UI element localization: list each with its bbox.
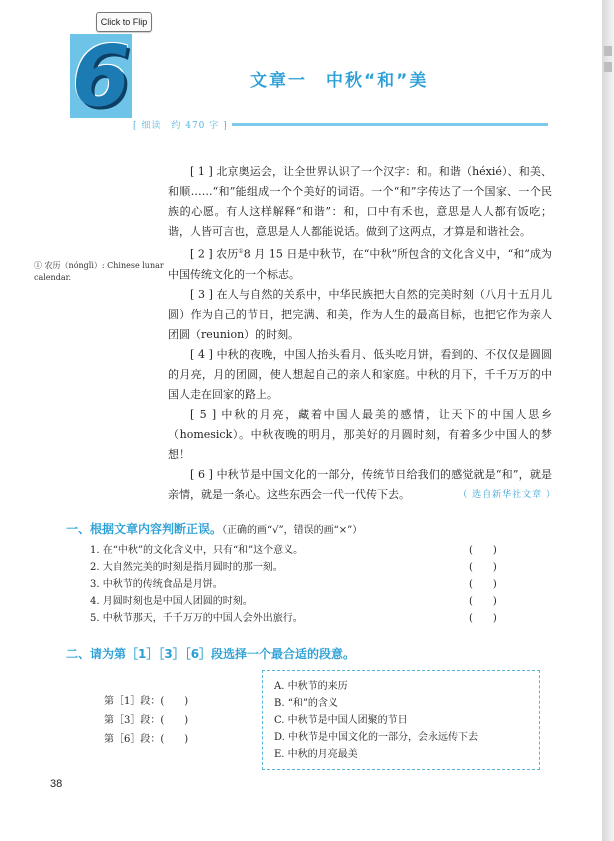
section-2-heading: 二、请为第［1］［3］［6］段选择一个最合适的段意。 [66, 647, 356, 661]
page-edge [602, 0, 614, 841]
answer-blank[interactable]: ( ) [469, 562, 497, 573]
question-text: 4. 月圆时刻也是中国人团圆的时刻。 [90, 596, 253, 607]
matching-item[interactable]: 第［3］段：( ) [104, 715, 189, 726]
paragraph-3: [ 3 ] 在人与自然的关系中，中华民族把大自然的完美时刻（八月十五月儿圆）作为自己的节日，把完满、和美，作为人生的最高目标，也把它作为亲人团圆（reunion）的时刻。 [168, 287, 552, 341]
article-body [168, 162, 552, 505]
footnote: ① 农历（nónglì）: Chinese lunar calendar. [34, 261, 164, 282]
option-c[interactable]: C. 中秋节是中国人团聚的节日 [274, 715, 408, 726]
answer-blank[interactable]: ( ) [469, 596, 497, 607]
matching-item[interactable]: 第［6］段：( ) [104, 734, 189, 745]
reading-meta: [ 细读 约 470 字 ] [133, 121, 228, 131]
footnote-ref[interactable]: ① [238, 248, 244, 255]
question-item [90, 576, 530, 593]
option-d[interactable]: D. 中秋节是中国文化的一部分，会永远传下去 [274, 732, 479, 743]
answer-blank[interactable]: ( ) [469, 545, 497, 556]
question-item [90, 559, 530, 576]
answer-blank[interactable]: ( ) [469, 579, 497, 590]
article-title: 文章一 中秋“和”美 [250, 71, 429, 91]
option-b[interactable]: B. “和”的含义 [274, 698, 338, 709]
matching-item[interactable]: 第［1］段：( ) [104, 696, 189, 707]
edge-mark [604, 62, 612, 72]
section-1-title: 一、根据文章内容判断正误。 [66, 522, 223, 536]
page-number: 38 [50, 778, 63, 790]
matching-list [104, 692, 188, 749]
question-item [90, 542, 530, 559]
question-list [90, 542, 530, 627]
section-1-note: （正确的画“√”，错误的画“×”） [222, 525, 363, 536]
option-a[interactable]: A. 中秋节的来历 [274, 681, 348, 692]
question-text: 3. 中秋节的传统食品是月饼。 [90, 579, 223, 590]
paragraph-4: [ 4 ] 中秋的夜晚，中国人抬头看月、低头吃月饼，看到的、不仅仅是圆圆的月亮，月的团圆，使人想起自己的亲人和家庭。中秋的月下，千千万万的中国人走在回家的路上。 [168, 347, 552, 401]
para2-end: 成为中国传统文化的一个标志。 [168, 247, 552, 281]
para2-start: [ 2 ] 农历 [190, 247, 239, 261]
section-1-heading [66, 520, 362, 537]
edge-mark [604, 46, 612, 56]
option-e[interactable]: E. 中秋的月亮最美 [274, 749, 358, 760]
question-item [90, 593, 530, 610]
question-text: 5. 中秋节那天，千千万万的中国人会外出旅行。 [90, 613, 303, 624]
paragraph-2 [168, 242, 552, 285]
chapter-number: 6 [71, 27, 131, 125]
question-item [90, 610, 530, 627]
meta-divider [232, 123, 548, 126]
question-text: 1. 在“中秋”的文化含义中，只有“和”这个意义。 [90, 545, 304, 556]
paragraph-1: [ 1 ] 北京奥运会，让全世界认识了一个汉字：和。和谐（héxié）、和美、和顺……“和”能组成一个个美好的词语。一个“和”字传达了一个国家、一个民族的心愿。有人这样解释“和谐”：和，口中有禾也，意思是人人都有饭吃；谐，人皆可言也，意思是人人都能说话。做到了这两点，才算是和谐社会。 [168, 165, 552, 238]
para2-rest: 8 月 15 日是中秋节，在“中秋”所包含的文化含义中，“和” [243, 247, 530, 261]
question-text: 2. 大自然完美的时刻是指月圆时的那一刻。 [90, 562, 283, 573]
paragraph-6: [ 6 ] 中秋节是中国文化的一部分，传统节日给我们的感觉就是“和”，就是亲情，就是一条心。这些东西会一代一代传下去。 [168, 467, 552, 501]
options-box [262, 670, 540, 770]
paragraph-5: [ 5 ] 中秋的月亮，藏着中国人最美的感情，让天下的中国人思乡（homesick）。中秋夜晚的明月，那美好的月圆时刻，有着多少中国人的梦想！ [168, 407, 552, 461]
answer-blank[interactable]: ( ) [469, 613, 497, 624]
source-credit: （ 选自新华社文章 ） [458, 490, 556, 500]
click-to-flip-button[interactable]: Click to Flip [96, 12, 152, 32]
